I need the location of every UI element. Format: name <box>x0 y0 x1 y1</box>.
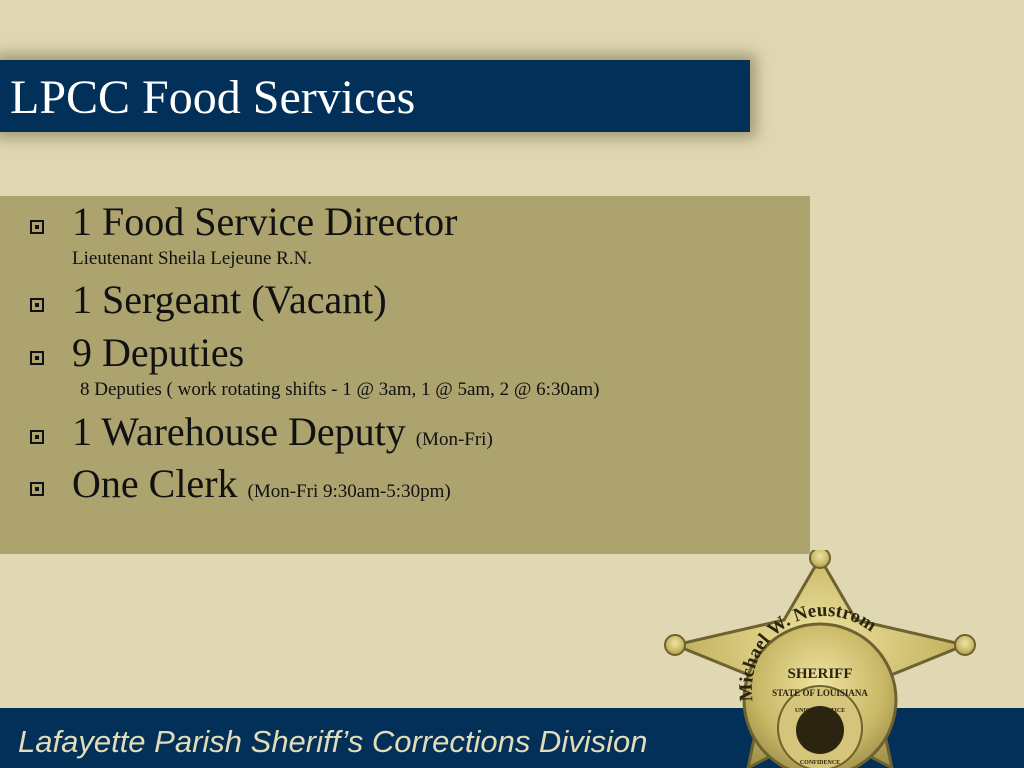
list-item-main <box>72 410 493 462</box>
list-item-main: 9 Deputies <box>72 330 245 375</box>
slide-title: LPCC Food Services <box>10 71 416 124</box>
sheriff-badge-icon <box>660 550 980 768</box>
badge-name: Michael W. Neustrom <box>735 599 881 702</box>
title-bar <box>0 60 750 132</box>
list-item-main <box>72 462 451 514</box>
bullet-icon <box>30 430 44 444</box>
list-item-main-label: One Clerk <box>72 461 238 506</box>
bullet-icon <box>30 351 44 365</box>
bullet-icon <box>30 482 44 496</box>
content-panel <box>0 196 810 554</box>
bullet-icon <box>30 298 44 312</box>
list-item-sub: 8 Deputies ( work rotating shifts - 1 @ 3am, 1 @ 5am, 2 @ 6:30am) <box>80 379 600 400</box>
list-item-main: 1 Food Service Director <box>72 199 458 244</box>
list-item-main-label: 1 Warehouse Deputy <box>72 409 406 454</box>
list-item-sub: Lieutenant Sheila Lejeune R.N. <box>72 248 313 269</box>
list-item-main: 1 Sergeant (Vacant) <box>72 277 387 322</box>
bullet-icon <box>30 220 44 234</box>
badge-state: STATE OF LOUISIANA <box>772 688 868 698</box>
badge-confidence: CONFIDENCE <box>799 760 841 766</box>
list-item-note: (Mon-Fri) <box>415 429 493 450</box>
badge-role: SHERIFF <box>787 666 853 682</box>
list-item-note: (Mon-Fri 9:30am-5:30pm) <box>247 481 451 502</box>
badge-motto: UNION · JUSTICE <box>794 708 846 714</box>
footer-text: Lafayette Parish Sheriff’s Corrections Division <box>18 724 648 759</box>
